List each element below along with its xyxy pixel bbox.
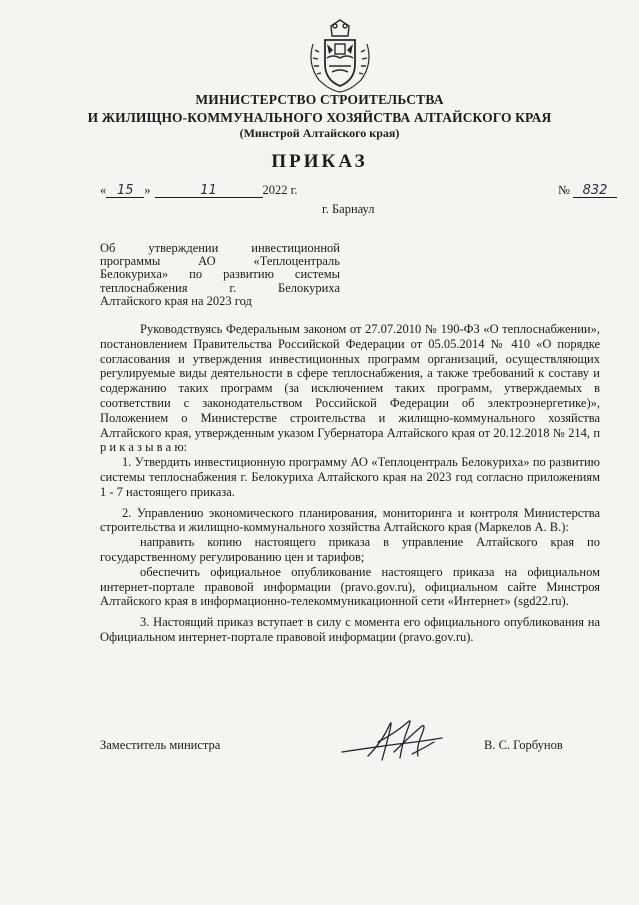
quote-close: » xyxy=(144,183,151,197)
date-day: 15 xyxy=(106,184,144,198)
city: г. Барнаул xyxy=(322,202,375,216)
coat-of-arms-icon xyxy=(299,14,381,96)
item-2: 2. Управлению экономического планирования, мониторинга и контроля Министерства строительства и жилищно-коммунального хозяйства Алтайского края (Маркелов А. В.): xyxy=(100,505,600,535)
ministry-name-line2: И ЖИЛИЩНО-КОММУНАЛЬНОГО ХОЗЯЙСТВА АЛТАЙСКОГО КРАЯ xyxy=(87,110,552,125)
quote-open: « xyxy=(100,183,107,197)
ministry-name-line1: МИНИСТЕРСТВО СТРОИТЕЛЬСТВА xyxy=(195,92,444,107)
document-number xyxy=(558,183,617,198)
document-title: ПРИКАЗ xyxy=(271,151,368,172)
document-date xyxy=(100,183,297,198)
subject-line: программы АО «Теплоцентраль xyxy=(100,254,340,269)
preamble-text: Руководствуясь Федеральным законом от 27.07.2010 № 190-ФЗ «О теплоснабжении», постановлением Правительства Российской Федерации от 05.05.2014 № 410 «О порядке согласования и утверждения инвестиционных программ организаций, осуществляющих регулируемые виды деятельности в сфере теплоснабжения, а также требований к составу и содержанию таких программ (за исключением таких программ, утверждаемых в соответствии с законодательством Российской Федерации об электроэнергетике)», Положением о Министерстве строительства и жилищно-коммунального хозяйства Алтайского края, утвержденным указом Губернатора Алтайского края от 20.12.2018 № 214, xyxy=(100,322,600,440)
date-year: 2022 г. xyxy=(262,183,298,197)
handwritten-signature xyxy=(338,712,446,768)
item-2a: направить копию настоящего приказа в управление Алтайского края по государственному регулированию цен и тарифов; xyxy=(100,535,600,564)
date-month: 11 xyxy=(155,184,263,198)
subject-line: теплоснабжения г. Белокуриха xyxy=(100,280,340,295)
ministry-short-name: (Минстрой Алтайского края) xyxy=(239,126,400,140)
order-subject xyxy=(100,242,340,308)
item-1: 1. Утвердить инвестиционную программу АО «Теплоцентраль Белокуриха» по развитию системы теплоснабжения г. Белокуриха Алтайского края на 2023 год согласно приложениям 1 - 7 настоящего приказа. xyxy=(100,455,600,499)
order-word: п р и к а з ы в а ю: xyxy=(100,425,601,455)
order-body xyxy=(100,322,600,645)
signatory-position: Заместитель министра xyxy=(100,738,221,752)
subject-line: Об утверждении инвестиционной xyxy=(100,241,340,255)
subject-line: Белокуриха» по развитию системы xyxy=(100,267,340,282)
preamble-paragraph xyxy=(100,322,600,455)
item-2b: обеспечить официальное опубликование настоящего приказа на официальном интернет-портале правовой информации (pravo.gov.ru), официальном сайте Минстроя Алтайского края в информационно-телекоммуникационной сети «Интернет» (sgd22.ru). xyxy=(100,564,600,609)
number-label: № xyxy=(558,183,570,197)
item-3: 3. Настоящий приказ вступает в силу с момента его официального опубликования на Официальном интернет-портале правовой информации (pravo.gov.ru). xyxy=(100,615,600,644)
subject-line: Алтайского края на 2023 год xyxy=(100,293,252,308)
number-value: 832 xyxy=(573,184,617,198)
signatory-name: В. С. Горбунов xyxy=(484,738,563,752)
